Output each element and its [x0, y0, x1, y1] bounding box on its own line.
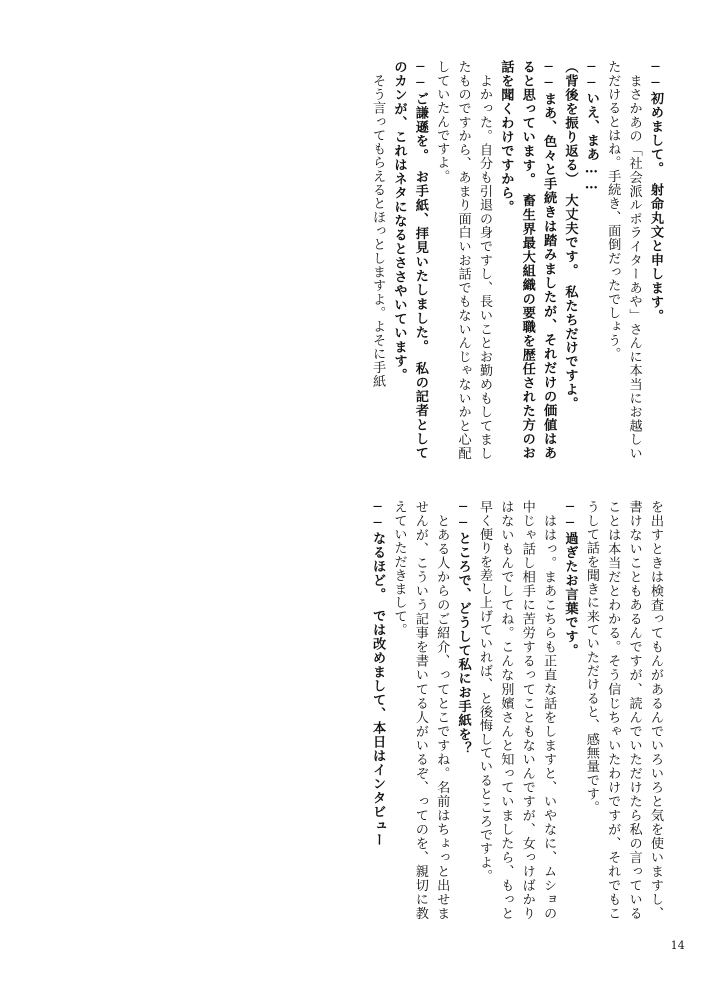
dialogue-line: ──ご謙遜を。 お手紙、拝見いたしました。 私の記者としてのカンが、これはネタになるとささやいています。	[391, 60, 428, 460]
dialogue-line: ──なるほど。 では改めまして、本日はインタビュー	[370, 500, 386, 847]
dialogue-line: ──まあ、色々と手続きは踏みましたが、それだけの価値はあると思っています。 畜生界最大組織の要職を歴任された方のお話を聞くわけですから。	[498, 60, 557, 460]
dialogue-line: ──いえ、まあ……	[583, 60, 599, 194]
page-number: 14	[670, 939, 685, 952]
dialogue-line: （背後を振り返る） 大丈夫です。 私たちだけですよ。	[562, 60, 578, 411]
narration-line: よかった。自分も引退の身ですし、長いことお勤めもしてましたものですから、あまり面白いお話でもないんじゃないかと心配していたんですよ。	[434, 60, 492, 460]
narration-line: まさかあの「社会派ルポライターあや」さんに本当にお越しいただけるとはね。手続き、面倒だったでしょう。	[605, 60, 642, 460]
narration-line: を出すときは検査ってもんがあるんでいろいろと気を使いますし、書けないこともあるんですが、読んでいただけたら私の言っていることは本当だとわかる。そう信じちゃいたわけですが、それでもこうして話を聞きに来ていただけると、感無量です。	[583, 500, 663, 920]
lower-text-block	[56, 500, 666, 920]
narration-line: ははっ。まあこちらも正直な話をしますと、いやなに、ムショの中じゃ話し相手に苦労するってこともないんですが、女っけばかりはないもんでしてね。こんな別嬪さんと知っていましたら、もっと早く便りを差し上げていれば、と後悔しているところですよ。	[477, 500, 557, 920]
dialogue-line: ──ところで、どうして私にお手紙を？	[455, 500, 471, 756]
upper-text-block	[56, 60, 666, 460]
narration-line: そう言ってもらえるとほっとしますよ。よそに手紙	[370, 60, 386, 388]
dialogue-line: ──過ぎたお言葉です。	[562, 500, 578, 658]
dialogue-line: ──初めまして。 射命丸文と申します。	[648, 60, 663, 323]
narration-line: とある人からのご紹介、ってとこですね。名前はちょっと出せませんが、こういう記事を書いてる人がいるぞ、ってのを、親切に教えていただきまして。	[391, 500, 450, 920]
